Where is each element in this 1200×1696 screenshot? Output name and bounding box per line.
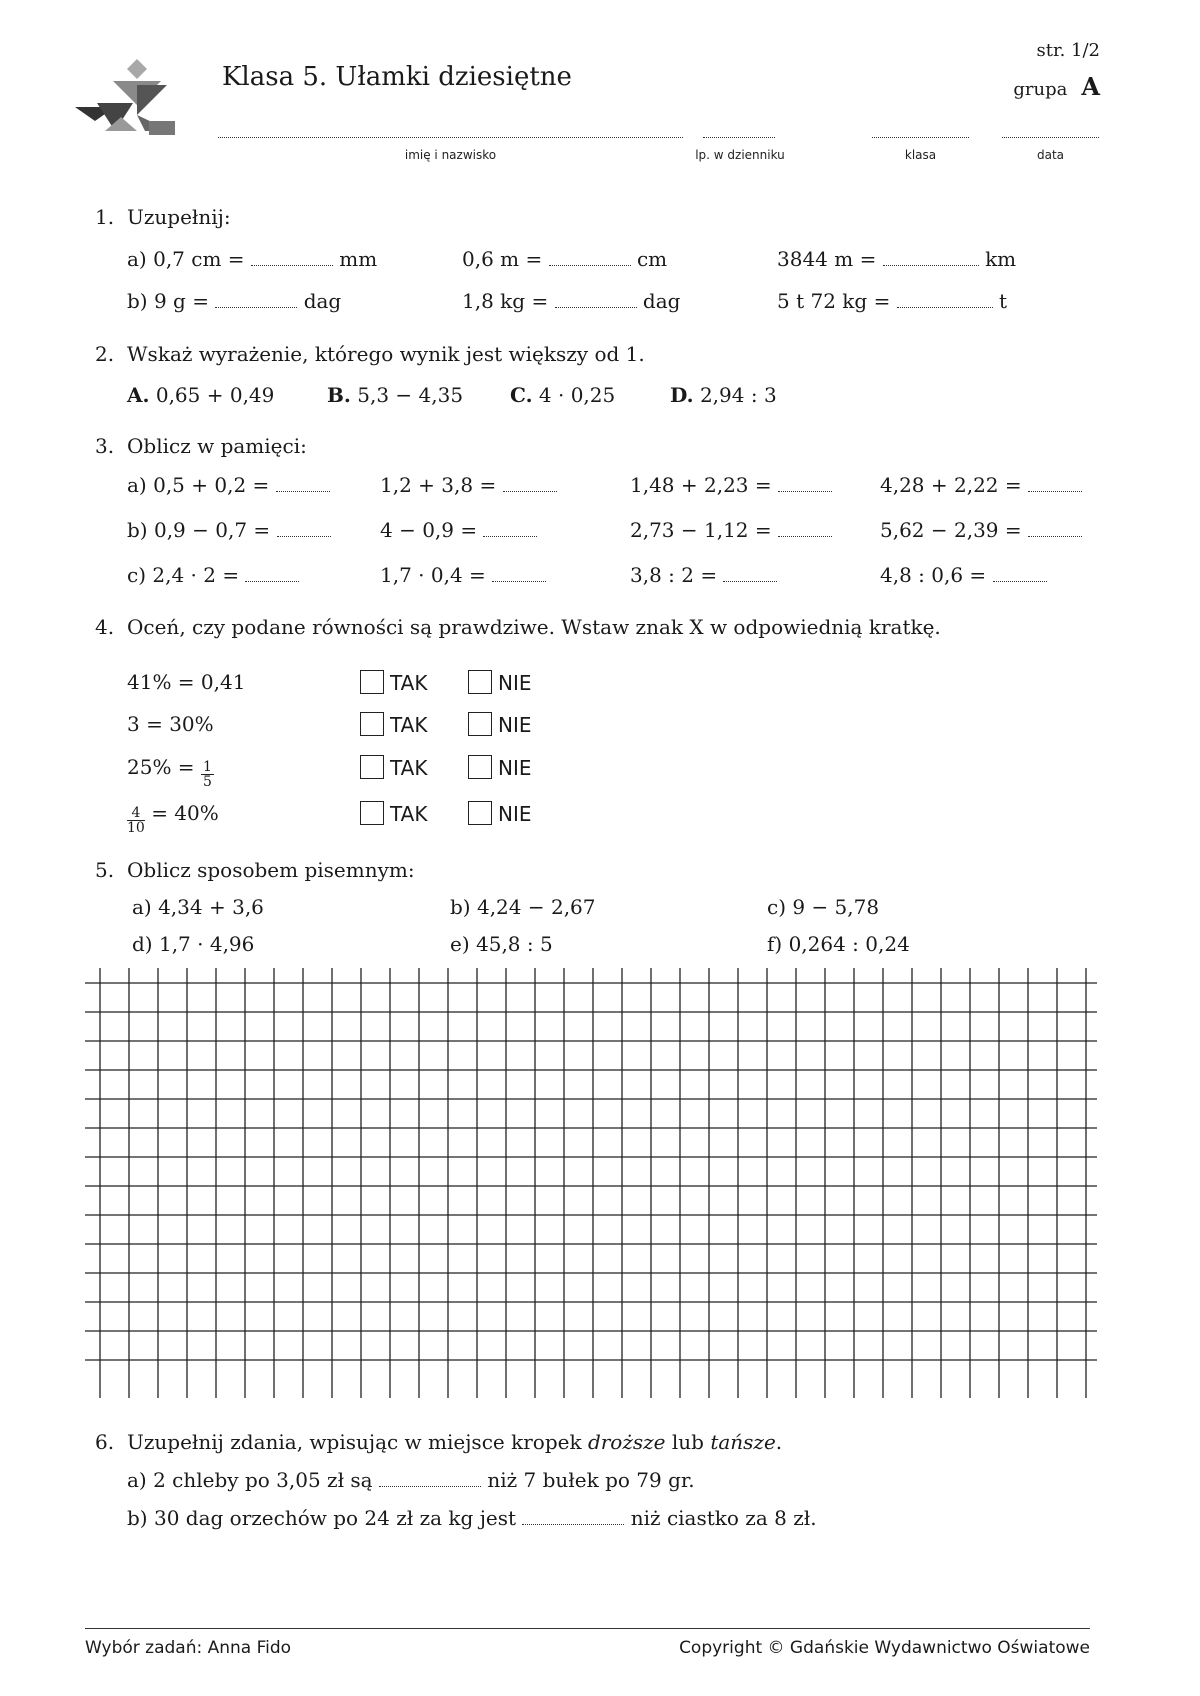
q5-item-e: e) 45,8 : 5 <box>450 932 553 956</box>
date-label: data <box>1036 148 1065 162</box>
q2-number: 2. <box>95 342 115 366</box>
q6-number: 6. <box>95 1430 115 1454</box>
q4-expr-3: 25% = $\frac{1}{5}$ <box>127 755 212 790</box>
q2-text: Wskaż wyrażenie, którego wynik jest większy od 1. <box>127 342 645 366</box>
answer-blank[interactable] <box>522 1510 624 1525</box>
footer-divider <box>85 1628 1090 1629</box>
q3-c-1: c) 2,4 · 2 = <box>127 563 299 587</box>
group-label: grupa <box>1013 79 1068 100</box>
q5-text: Oblicz sposobem pisemnym: <box>127 858 415 882</box>
class-label: klasa <box>904 148 937 162</box>
q5-item-d: d) 1,7 · 4,96 <box>132 932 255 956</box>
q3-b-3: 2,73 − 1,12 = <box>630 518 832 542</box>
q5-item-c: c) 9 − 5,78 <box>767 895 880 919</box>
q3-a-2: 1,2 + 3,8 = <box>380 473 557 497</box>
q3-b-1: b) 0,9 − 0,7 = <box>127 518 331 542</box>
group-value: A <box>1081 72 1100 101</box>
answer-blank[interactable] <box>379 1472 481 1487</box>
fraction: $\frac{1}{5}$ <box>202 759 212 790</box>
q3-a-3: 1,48 + 2,23 = <box>630 473 832 497</box>
q2-option-c[interactable]: C. 4 · 0,25 <box>510 383 616 407</box>
q4-nie-2[interactable]: NIE <box>468 712 532 737</box>
q3-number: 3. <box>95 434 115 458</box>
class-number-label: lp. w dzienniku <box>695 148 785 162</box>
q4-tak-1[interactable]: TAK <box>360 670 427 695</box>
q4-expr-4: $\frac{4}{10}$ = 40% <box>127 801 219 836</box>
q2-option-d[interactable]: D. 2,94 : 3 <box>670 383 777 407</box>
q1-a-2: 0,6 m = cm <box>462 247 668 271</box>
name-field-label: imię i nazwisko <box>404 148 497 162</box>
q4-expr-2: 3 = 30% <box>127 712 214 736</box>
q5-number: 5. <box>95 858 115 882</box>
q4-number: 4. <box>95 615 115 639</box>
q4-tak-3[interactable]: TAK <box>360 755 427 780</box>
q2-option-a[interactable]: A. 0,65 + 0,49 <box>127 383 275 407</box>
q3-b-4: 5,62 − 2,39 = <box>880 518 1082 542</box>
q6-text: Uzupełnij zdania, wpisując w miejsce kropek droższe lub tańsze. <box>127 1430 783 1454</box>
q5-item-b: b) 4,24 − 2,67 <box>450 895 596 919</box>
q2-option-b[interactable]: B. 5,3 − 4,35 <box>327 383 464 407</box>
q4-nie-1[interactable]: NIE <box>468 670 532 695</box>
q6-b: b) 30 dag orzechów po 24 zł za kg jest niż ciastko za 8 zł. <box>127 1506 817 1530</box>
q4-tak-4[interactable]: TAK <box>360 801 427 826</box>
q4-nie-3[interactable]: NIE <box>468 755 532 780</box>
q3-c-2: 1,7 · 0,4 = <box>380 563 546 587</box>
q1-text: Uzupełnij: <box>127 205 231 229</box>
q4-text: Oceń, czy podane równości są prawdziwe. Wstaw znak X w odpowiednią kratkę. <box>127 615 941 639</box>
q3-c-4: 4,8 : 0,6 = <box>880 563 1047 587</box>
footer-copyright: Copyright © Gdańskie Wydawnictwo Oświatowe <box>679 1638 1090 1658</box>
q1-b-1: b) 9 g = dag <box>127 289 342 313</box>
q5-item-f: f) 0,264 : 0,24 <box>767 932 910 956</box>
q1-a-3: 3844 m = km <box>777 247 1017 271</box>
q4-nie-4[interactable]: NIE <box>468 801 532 826</box>
q4-tak-2[interactable]: TAK <box>360 712 427 737</box>
q6-a: a) 2 chleby po 3,05 zł są niż 7 bułek po 79 gr. <box>127 1468 695 1492</box>
fraction: $\frac{4}{10}$ <box>127 805 145 836</box>
page-number: str. 1/2 <box>1036 40 1100 61</box>
q3-text: Oblicz w pamięci: <box>127 434 307 458</box>
q3-a-1: a) 0,5 + 0,2 = <box>127 473 330 497</box>
q1-b-3: 5 t 72 kg = t <box>777 289 1008 313</box>
q1-b-2: 1,8 kg = dag <box>462 289 681 313</box>
q3-a-4: 4,28 + 2,22 = <box>880 473 1082 497</box>
q3-c-3: 3,8 : 2 = <box>630 563 777 587</box>
q3-b-2: 4 − 0,9 = <box>380 518 537 542</box>
q1-number: 1. <box>95 205 115 229</box>
footer-author: Wybór zadań: Anna Fido <box>85 1638 292 1658</box>
q5-item-a: a) 4,34 + 3,6 <box>132 895 264 919</box>
q4-expr-1: 41% = 0,41 <box>127 670 246 694</box>
q1-a-1: a) 0,7 cm = mm <box>127 247 378 271</box>
page-title: Klasa 5. Ułamki dziesiętne <box>222 62 572 92</box>
